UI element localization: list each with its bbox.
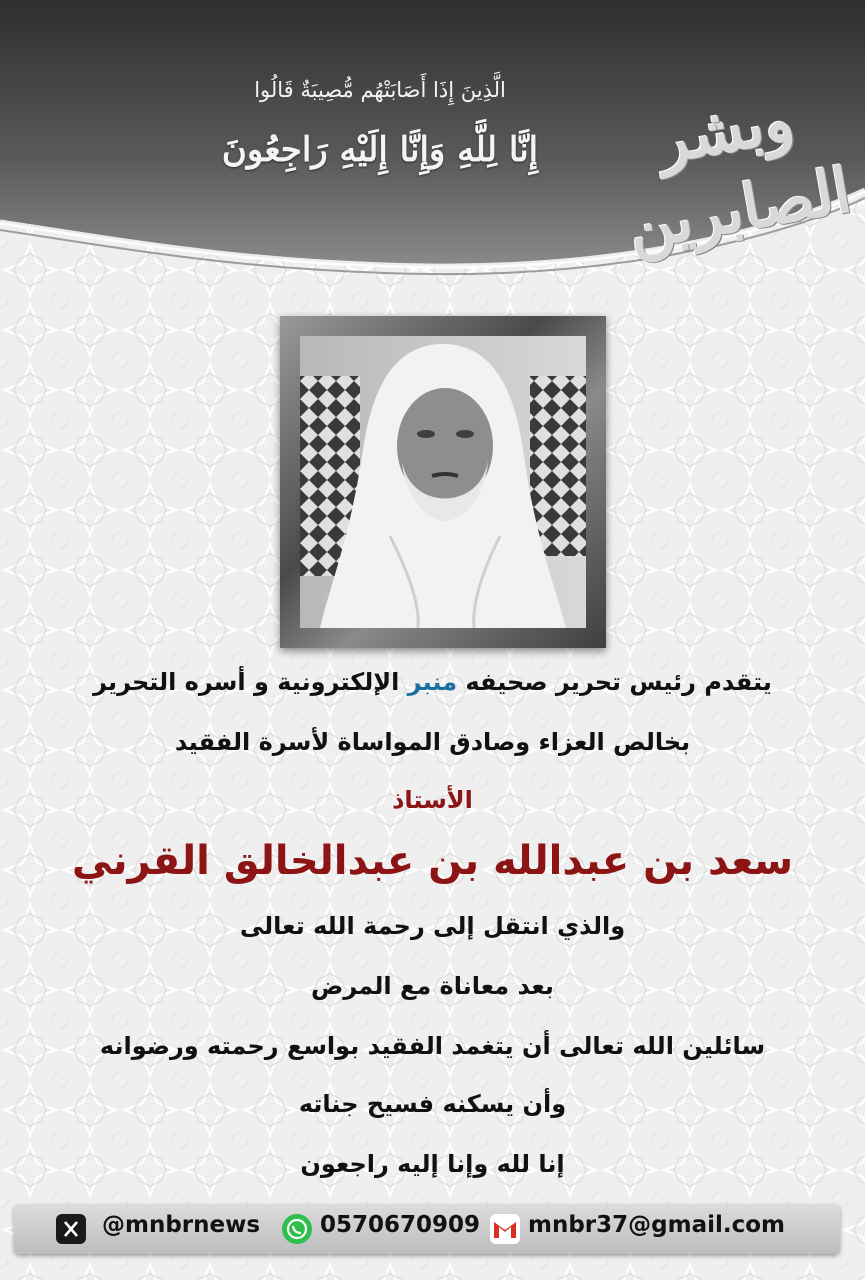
message-line-1 <box>0 668 865 696</box>
calligraphy-logo: وبشر الصابرين <box>622 82 857 265</box>
whatsapp-icon[interactable] <box>282 1214 312 1244</box>
quran-verse-line1: الَّذِينَ إِذَا أَصَابَتْهُم مُّصِيبَةٌ قَالُوا <box>254 78 506 102</box>
x-logo-icon[interactable] <box>56 1214 86 1244</box>
email-address[interactable]: mnbr37@gmail.com <box>528 1212 786 1238</box>
portrait-photo <box>300 336 586 628</box>
message-line-3: والذي انتقل إلى رحمة الله تعالى <box>239 912 626 940</box>
message-line-2: بخالص العزاء وصادق المواساة لأسرة الفقيد <box>174 728 691 756</box>
portrait-frame <box>280 316 606 648</box>
message-line-1-start: يتقدم رئيس تحرير صحيفه <box>457 668 772 696</box>
newspaper-name: منبر <box>407 668 458 696</box>
gmail-icon[interactable] <box>490 1214 520 1244</box>
quran-verse-line2: إِنَّا لِلَّهِ وَإِنَّا إِلَيْهِ رَاجِعُونَ <box>221 130 539 170</box>
contact-bar <box>14 1204 840 1254</box>
deceased-name: سعد بن عبدالله بن عبدالخالق القرني <box>71 838 794 884</box>
deceased-title: الأستاذ <box>392 786 473 814</box>
message-line-1-end: الإلكترونية و أسره التحرير <box>93 668 408 696</box>
message-line-7: إنا لله وإنا إليه راجعون <box>300 1150 565 1178</box>
phone-number[interactable]: 0570670909 <box>320 1212 481 1238</box>
x-handle[interactable]: @mnbrnews <box>102 1212 261 1238</box>
message-line-4: بعد معاناة مع المرض <box>311 972 554 1000</box>
message-line-5: سائلين الله تعالى أن يتغمد الفقيد بواسع رحمته ورضوانه <box>99 1032 766 1060</box>
message-line-6: وأن يسكنه فسيح جناته <box>298 1090 567 1118</box>
